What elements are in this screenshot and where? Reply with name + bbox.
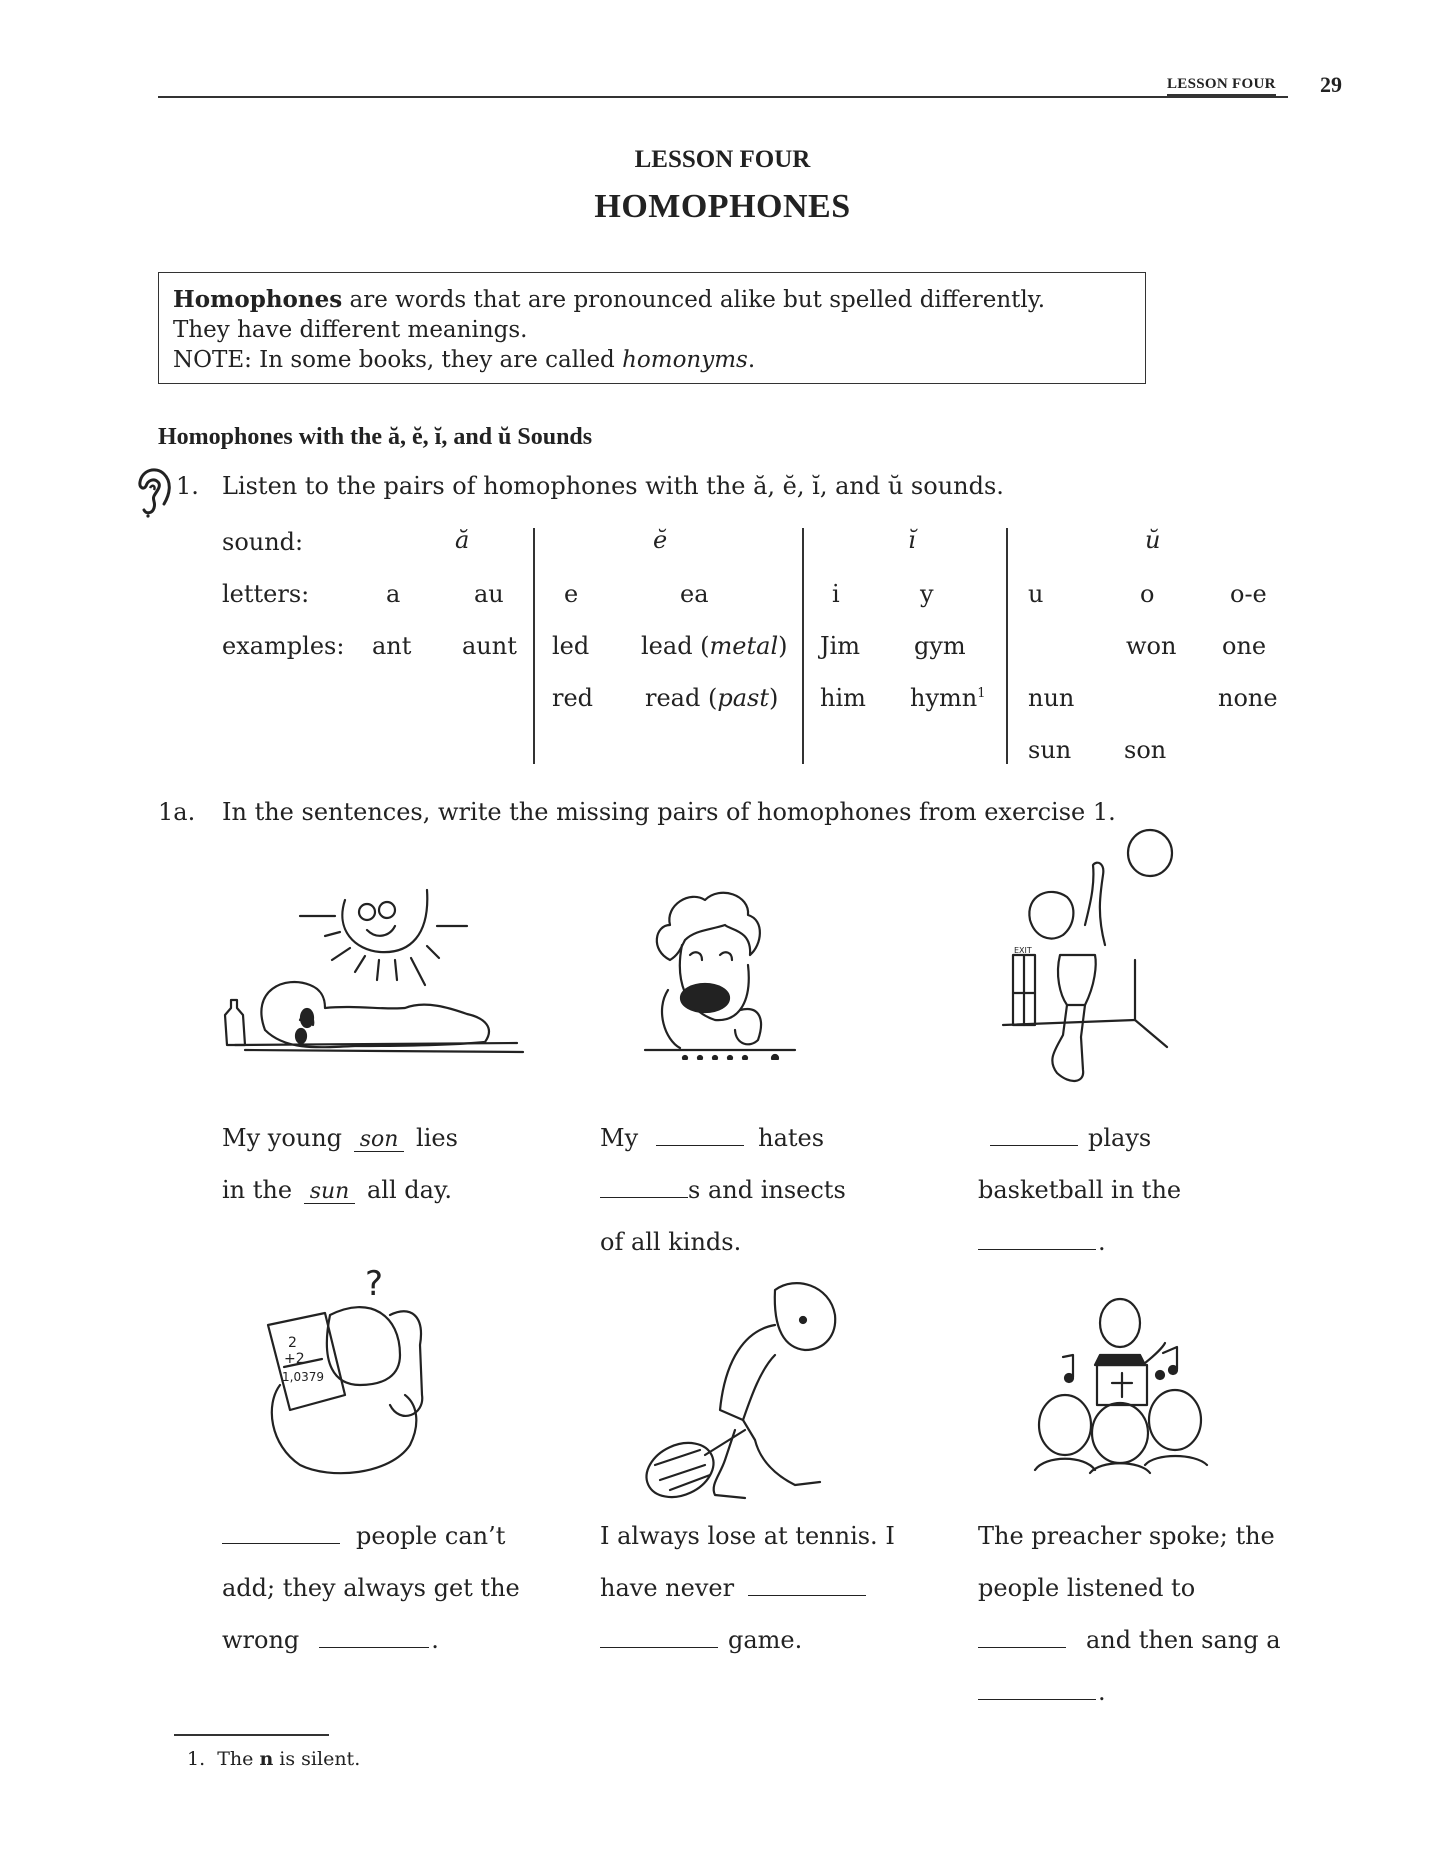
answer-blank[interactable] <box>978 1248 1096 1250</box>
example-cell: one <box>1222 632 1267 660</box>
column-divider <box>1006 528 1008 764</box>
letters-cell: a <box>386 580 401 608</box>
example-word: hymn <box>910 684 978 712</box>
example-cell: none <box>1218 684 1278 712</box>
sentence-2-line-3: of all kinds. <box>600 1228 742 1256</box>
example-cell: aunt <box>462 632 517 660</box>
example-cell: nun <box>1028 684 1075 712</box>
sentence-text: plays <box>1088 1124 1152 1152</box>
sentence-text: My <box>600 1124 639 1152</box>
letters-cell: u <box>1028 580 1044 608</box>
example-cell: ant <box>372 632 412 660</box>
sentence-4-line-2: add; they always get the <box>222 1574 520 1602</box>
footnote-ref: 1 <box>977 686 986 701</box>
sentence-text: lies <box>416 1124 458 1152</box>
note-prefix: NOTE: In some books, they are called <box>173 347 623 373</box>
definition-line-2: They have different meanings. <box>173 317 528 343</box>
exercise-1-number: 1. <box>176 472 199 500</box>
exercise-1a-instruction: In the sentences, write the missing pairs of homophones from exercise 1. <box>222 798 1116 826</box>
example-cell: won <box>1126 632 1177 660</box>
row-label-letters: letters: <box>222 580 310 608</box>
sentence-text: hates <box>758 1124 825 1152</box>
math-paper-line: +2 <box>284 1351 305 1367</box>
confused-math-student-illustration <box>250 1255 465 1495</box>
footnote-number: 1. <box>187 1748 206 1770</box>
sentence-5-line-2 <box>600 1562 866 1614</box>
footnote-text: is silent. <box>273 1748 361 1770</box>
sentence-2-line-1 <box>600 1112 824 1164</box>
example-cell: sun <box>1028 736 1072 764</box>
sentence-text: s and insects <box>688 1176 846 1204</box>
letters-cell: au <box>474 580 504 608</box>
footnote-text: The <box>217 1748 260 1770</box>
sound-short-i: ĭ <box>908 526 916 554</box>
letters-cell: y <box>920 580 934 608</box>
sentence-3-line-1 <box>990 1112 1151 1164</box>
sentence-text: game. <box>728 1626 803 1654</box>
exercise-1a-number: 1a. <box>158 798 196 826</box>
footnote-bold: n <box>259 1748 274 1770</box>
music-note-icon <box>1065 1374 1073 1382</box>
tennis-racket-icon <box>638 1433 723 1508</box>
example-cell: son <box>1124 736 1167 764</box>
example-paren: ) <box>768 684 779 712</box>
sentence-text: in the <box>222 1176 293 1204</box>
note-suffix: . <box>747 347 756 373</box>
example-cell: gym <box>914 632 966 660</box>
sentence-text: My young <box>222 1124 343 1152</box>
column-divider <box>802 528 804 764</box>
sentence-text: have never <box>600 1574 735 1602</box>
definition-note <box>173 345 1131 375</box>
footnote <box>187 1748 360 1770</box>
example-cell <box>910 684 986 712</box>
sentence-5-line-1: I always lose at tennis. I <box>600 1522 895 1550</box>
running-head: LESSON FOUR <box>1167 76 1276 96</box>
exit-sign: EXIT <box>1014 946 1032 955</box>
sun-icon <box>342 890 427 952</box>
letters-cell: ea <box>680 580 709 608</box>
sad-tennis-player-illustration <box>625 1260 870 1510</box>
definition-term: Homophones <box>173 286 343 313</box>
example-cell: red <box>552 684 594 712</box>
sound-short-e: ĕ <box>653 526 668 554</box>
answer-blank[interactable]: son <box>354 1129 405 1152</box>
example-cell: Jim <box>820 632 861 660</box>
answer-blank[interactable] <box>222 1542 340 1544</box>
sentence-6-line-4 <box>978 1666 1106 1718</box>
sentence-3-line-3 <box>978 1216 1106 1268</box>
lesson-label: LESSON FOUR <box>634 146 811 173</box>
sentence-text: and then sang a <box>1086 1626 1281 1654</box>
example-paren: ) <box>778 632 788 660</box>
definition-box <box>158 272 1146 384</box>
sentence-6-line-2: people listened to <box>978 1574 1196 1602</box>
sentence-1-line-1 <box>222 1112 458 1164</box>
answer-blank[interactable] <box>990 1144 1078 1146</box>
definition-text: are words that are pronounced alike but spelled differently. <box>342 287 1046 313</box>
example-cell: him <box>820 684 866 712</box>
sentence-3-line-2: basketball in the <box>978 1176 1182 1204</box>
ear-icon[interactable] <box>134 464 174 520</box>
example-cell: led <box>552 632 590 660</box>
letters-cell: o-e <box>1230 580 1267 608</box>
letters-cell: e <box>564 580 579 608</box>
answer-blank[interactable] <box>978 1698 1096 1700</box>
math-paper-line: 1,0379 <box>282 1370 324 1384</box>
row-label-examples: examples: <box>222 632 345 660</box>
sentence-text: all day. <box>367 1176 452 1204</box>
example-cell <box>641 632 788 660</box>
sunbather-illustration <box>205 850 535 1060</box>
sentence-5-line-3 <box>600 1614 802 1666</box>
example-word: lead ( <box>641 632 710 660</box>
example-word: read ( <box>645 684 718 712</box>
exercise-1-instruction: Listen to the pairs of homophones with the ă, ĕ, ĭ, and ŭ sounds. <box>222 472 1004 500</box>
sentence-6-line-1: The preacher spoke; the <box>978 1522 1275 1550</box>
sound-short-a: ă <box>455 526 470 554</box>
sentence-4-line-1 <box>222 1510 505 1562</box>
sentence-text: . <box>431 1626 439 1654</box>
note-term: homonyms <box>622 347 748 373</box>
basketball-icon <box>1128 830 1172 876</box>
footnote-rule <box>174 1734 329 1736</box>
answer-blank[interactable]: sun <box>304 1181 356 1204</box>
example-cell <box>645 684 778 712</box>
example-note: past <box>717 684 769 712</box>
sentence-2-line-2 <box>600 1164 846 1216</box>
answer-blank[interactable] <box>319 1646 429 1648</box>
column-divider <box>533 528 535 764</box>
sentence-text: people can’t <box>356 1522 506 1550</box>
sentence-text: . <box>1098 1678 1106 1706</box>
sentence-1-line-2 <box>222 1164 452 1216</box>
definition-line-1 <box>173 285 1131 315</box>
math-paper-line: 2 <box>288 1335 297 1351</box>
letters-cell: i <box>832 580 840 608</box>
preacher-congregation-illustration <box>1015 1285 1220 1475</box>
letters-cell: o <box>1140 580 1155 608</box>
page-number: 29 <box>1320 72 1342 97</box>
sentence-text: . <box>1098 1228 1106 1256</box>
woman-screaming-at-ants-illustration <box>640 870 800 1060</box>
sentence-6-line-3 <box>978 1614 1281 1666</box>
answer-blank[interactable] <box>600 1646 718 1648</box>
question-mark: ? <box>365 1264 384 1304</box>
basketball-player-illustration <box>985 815 1220 1100</box>
answer-blank[interactable] <box>600 1196 688 1198</box>
example-note: metal <box>709 632 779 660</box>
section-heading: Homophones with the ă, ĕ, ĭ, and ŭ Sounds <box>158 424 593 450</box>
sound-short-u: ŭ <box>1145 526 1161 554</box>
answer-blank[interactable] <box>978 1646 1066 1648</box>
bottle-icon <box>225 1000 245 1045</box>
row-label-sound: sound: <box>222 528 304 556</box>
lesson-title: HOMOPHONES <box>594 188 851 225</box>
answer-blank[interactable] <box>748 1594 866 1596</box>
answer-blank[interactable] <box>656 1144 744 1146</box>
sentence-4-line-3 <box>222 1614 439 1666</box>
sentence-text: wrong <box>222 1626 300 1654</box>
header-rule <box>158 96 1288 98</box>
